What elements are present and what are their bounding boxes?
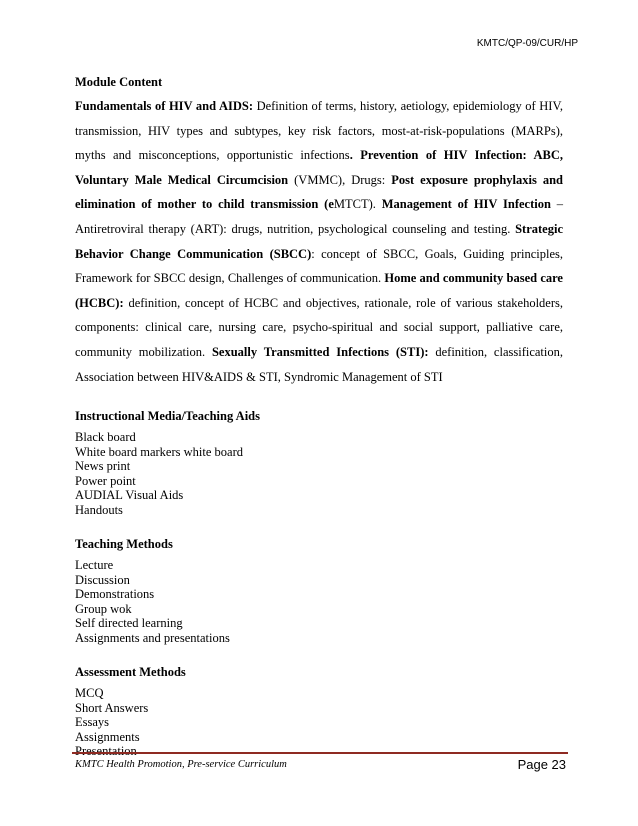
list-item: Discussion (75, 572, 130, 587)
paragraph-text: : concept of SBCC, Goals, Guiding principles, Framework for SBCC design, Challenges of communication. (75, 246, 563, 286)
paragraph-text: Definition of terms, history, aetiology, epidemiology of HIV, transmission, HIV types and subtypes, key risk factors, most-at-risk-populations (MARPs), myths and misconceptions, opportunistic infections (75, 99, 564, 163)
module-content-section (75, 75, 563, 389)
page-content (75, 75, 563, 759)
instructional-media-heading: Instructional Media/Teaching Aids (75, 409, 260, 424)
paragraph-text: – Antiretroviral therapy (ART): drugs, nutrition, psychological counseling and testing. (75, 197, 563, 236)
list-item: Essays (75, 715, 110, 730)
list-item: Black board (75, 430, 136, 445)
module-content-paragraph (75, 94, 563, 389)
list-item: Short Answers (75, 700, 149, 715)
assessment-methods-list (75, 686, 563, 759)
page-number: Page 23 (517, 757, 566, 772)
bold-term: Management of HIV Infection (381, 197, 551, 212)
list-item: Group wok (75, 601, 132, 616)
list-item: AUDIAL Visual Aids (75, 488, 184, 503)
list-item: Assignments (75, 729, 140, 744)
list-item: Presentation (75, 744, 137, 759)
footer-title: KMTC Health Promotion, Pre-service Curriculum (75, 759, 287, 770)
list-item: Handouts (75, 502, 123, 517)
bold-term: Home and community based care (HCBC): (75, 271, 563, 310)
list-item: Power point (75, 473, 136, 488)
footer-divider (72, 752, 568, 754)
instructional-media-section (75, 409, 563, 517)
paragraph-text: (VMMC), Drugs: (288, 172, 392, 187)
list-item: MCQ (75, 686, 104, 701)
instructional-media-list (75, 430, 563, 517)
bold-term: Post exposure prophylaxis and elimination of mother to child transmission (e (75, 172, 563, 212)
teaching-methods-heading: Teaching Methods (75, 537, 173, 552)
list-item: Self directed learning (75, 616, 183, 631)
bold-term: . Prevention of HIV Infection: ABC, Voluntary Male Medical Circumcision (75, 148, 564, 187)
assessment-methods-section (75, 665, 563, 759)
paragraph-text: MTCT). (333, 197, 382, 212)
list-item: News print (75, 459, 131, 474)
list-item: White board markers white board (75, 444, 243, 459)
teaching-methods-section (75, 537, 563, 645)
list-item: Lecture (75, 558, 114, 573)
paragraph-text: definition, classification, Association between HIV&AIDS & STI, Syndromic Management of STI (75, 344, 564, 384)
teaching-methods-list (75, 558, 563, 645)
list-item: Assignments and presentations (75, 630, 230, 645)
bold-term: Sexually Transmitted Infections (STI): (211, 344, 429, 359)
bold-term: Strategic Behavior Change Communication (SBCC) (75, 221, 563, 261)
document-code: KMTC/QP-09/CUR/HP (476, 38, 578, 49)
module-content-heading: Module Content (75, 75, 163, 89)
list-item: Demonstrations (75, 587, 155, 602)
bold-term: Fundamentals of HIV and AIDS: (75, 99, 253, 113)
paragraph-text: definition, concept of HCBC and objectives, rationale, role of various stakeholders, components: clinical care, nursing care, psycho-spiritual and social support, palliative care, community mobilization. (75, 295, 563, 359)
assessment-methods-heading: Assessment Methods (75, 665, 186, 680)
